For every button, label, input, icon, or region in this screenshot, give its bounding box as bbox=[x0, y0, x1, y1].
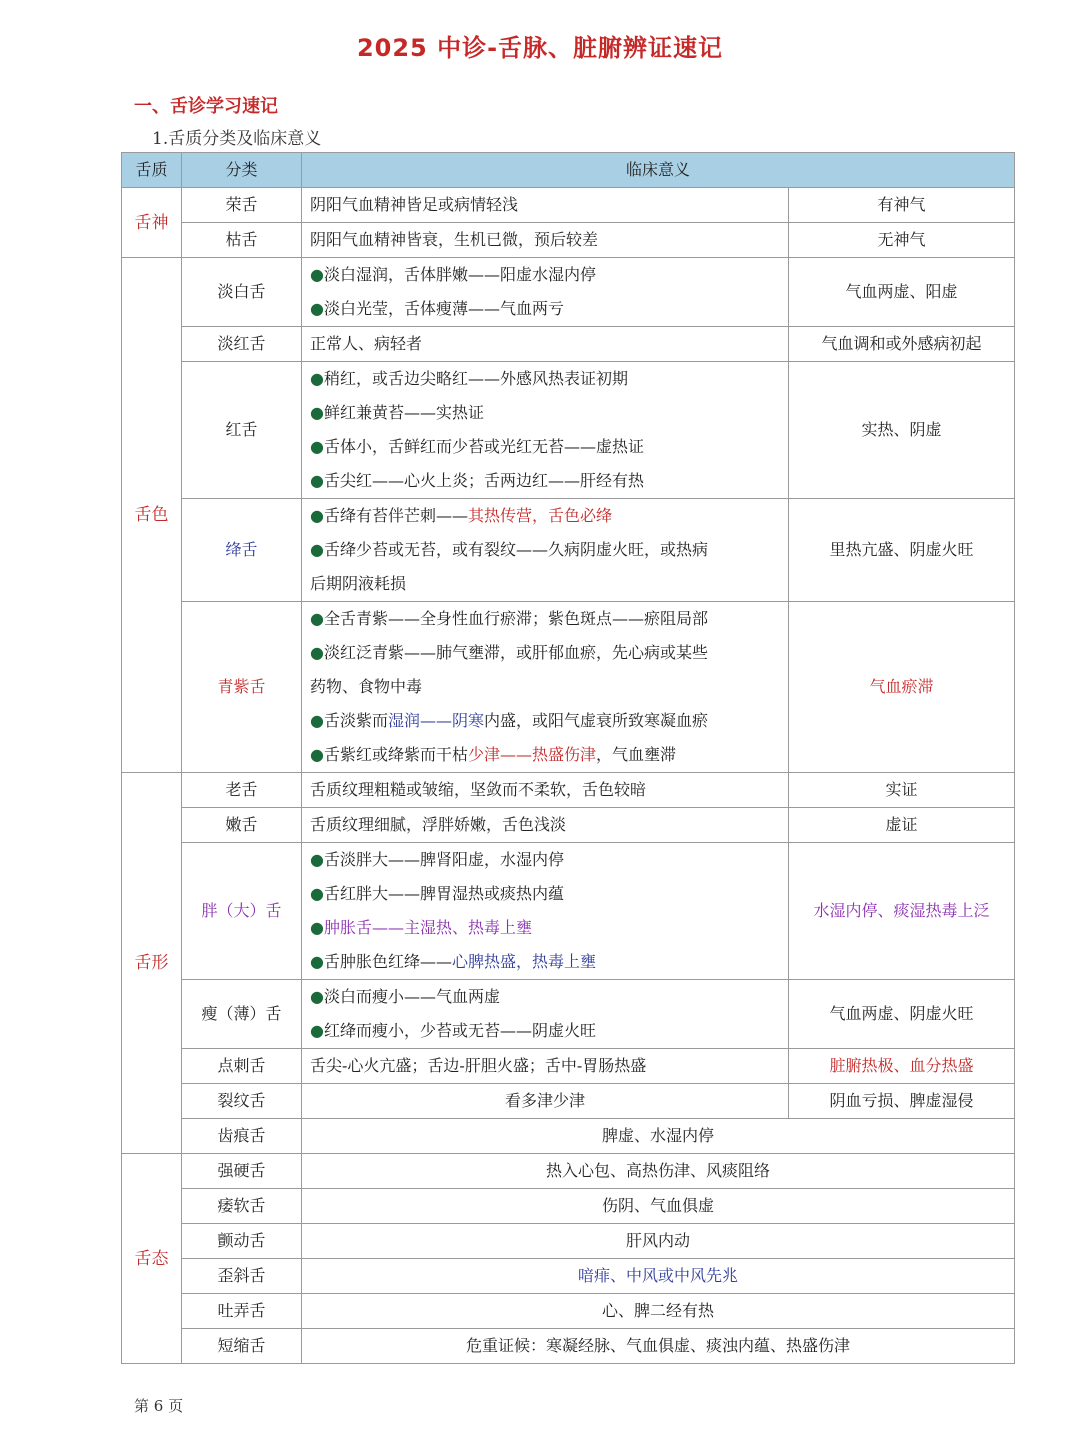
sig-cell: 实热、阴虚 bbox=[789, 362, 1015, 499]
table-row bbox=[122, 843, 1015, 980]
bullet-icon: ● bbox=[310, 471, 324, 490]
desc-line: ，气血壅滞 bbox=[596, 745, 677, 764]
bullet-icon: ● bbox=[310, 403, 324, 422]
desc-line: 内盛，或阳气虚衰所致寒凝血瘀 bbox=[484, 711, 709, 730]
desc-cell: 舌质纹理粗糙或皱缩，坚敛而不柔软，舌色较暗 bbox=[302, 773, 789, 808]
type-cell: 红舌 bbox=[182, 362, 302, 499]
type-cell: 青紫舌 bbox=[182, 602, 302, 773]
desc-cell: 伤阴、气血俱虚 bbox=[302, 1189, 1015, 1224]
desc-line: 全舌青紫——全身性血行瘀滞；紫色斑点——瘀阻局部 bbox=[323, 609, 708, 628]
type-cell: 颤动舌 bbox=[182, 1224, 302, 1259]
desc-cell: 喑痱、中风或中风先兆 bbox=[302, 1259, 1015, 1294]
desc-line: 肿胀舌——主湿热、热毒上壅 bbox=[323, 918, 532, 937]
desc-line: 淡白湿润，舌体胖嫩——阳虚水湿内停 bbox=[323, 265, 596, 284]
sig-cell: 气血两虚、阳虚 bbox=[789, 258, 1015, 327]
desc-cell bbox=[302, 258, 789, 327]
desc-highlight: 其热传营，舌色必绛 bbox=[467, 506, 612, 525]
table-row bbox=[122, 258, 1015, 327]
table-row bbox=[122, 602, 1015, 773]
type-cell: 歪斜舌 bbox=[182, 1259, 302, 1294]
desc-line: 淡红泛青紫——肺气壅滞，或肝郁血瘀，先心病或某些 bbox=[323, 643, 708, 662]
table-row bbox=[122, 1119, 1015, 1154]
category-xing: 舌形 bbox=[122, 773, 182, 1154]
sig-cell: 水湿内停、痰湿热毒上泛 bbox=[789, 843, 1015, 980]
bullet-icon: ● bbox=[310, 265, 324, 284]
type-cell: 枯舌 bbox=[182, 223, 302, 258]
type-cell: 荣舌 bbox=[182, 188, 302, 223]
desc-line: 舌绛有苔伴芒刺—— bbox=[323, 506, 468, 525]
desc-cell bbox=[302, 602, 789, 773]
type-cell: 瘦（薄）舌 bbox=[182, 980, 302, 1049]
desc-cell bbox=[302, 362, 789, 499]
table-row bbox=[122, 980, 1015, 1049]
category-se: 舌色 bbox=[122, 258, 182, 773]
desc-line: 舌肿胀色红绛—— bbox=[323, 952, 452, 971]
desc-cell bbox=[302, 980, 789, 1049]
bullet-icon: ● bbox=[310, 369, 324, 388]
header-meaning: 临床意义 bbox=[302, 153, 1015, 188]
desc-highlight: 心脾热盛，热毒上壅 bbox=[451, 952, 596, 971]
page-title: 2025 中诊-舌脉、脏腑辨证速记 bbox=[356, 34, 724, 62]
desc-cell: 阴阳气血精神皆衰，生机已微，预后较差 bbox=[302, 223, 789, 258]
desc-line: 舌红胖大——脾胃湿热或痰热内蕴 bbox=[323, 884, 564, 903]
sig-cell: 实证 bbox=[789, 773, 1015, 808]
table-row bbox=[122, 223, 1015, 258]
desc-cell: 舌质纹理细腻，浮胖娇嫩，舌色浅淡 bbox=[302, 808, 789, 843]
desc-highlight: 少津——热盛伤津 bbox=[467, 745, 596, 764]
bullet-icon: ● bbox=[310, 884, 324, 903]
table-header-row bbox=[122, 153, 1015, 188]
category-shen: 舌神 bbox=[122, 188, 182, 258]
tongue-quality-table bbox=[121, 152, 1015, 1364]
type-cell: 淡红舌 bbox=[182, 327, 302, 362]
bullet-icon: ● bbox=[310, 299, 324, 318]
type-cell: 老舌 bbox=[182, 773, 302, 808]
desc-cell: 正常人、病轻者 bbox=[302, 327, 789, 362]
table-row bbox=[122, 188, 1015, 223]
desc-line: 后期阴液耗损 bbox=[310, 574, 407, 593]
bullet-icon: ● bbox=[310, 437, 324, 456]
desc-line: 鲜红兼黄苔——实热证 bbox=[323, 403, 484, 422]
type-cell: 裂纹舌 bbox=[182, 1084, 302, 1119]
bullet-icon: ● bbox=[310, 540, 324, 559]
table-row bbox=[122, 773, 1015, 808]
table-row bbox=[122, 1189, 1015, 1224]
desc-cell: 脾虚、水湿内停 bbox=[302, 1119, 1015, 1154]
desc-line: 舌淡紫而 bbox=[323, 711, 388, 730]
category-tai: 舌态 bbox=[122, 1154, 182, 1364]
table-row bbox=[122, 362, 1015, 499]
bullet-icon: ● bbox=[310, 609, 324, 628]
table-row bbox=[122, 1294, 1015, 1329]
table-row bbox=[122, 1259, 1015, 1294]
sig-cell: 里热亢盛、阴虚火旺 bbox=[789, 499, 1015, 602]
sig-cell: 气血瘀滞 bbox=[789, 602, 1015, 773]
section-heading: 一、舌诊学习速记 bbox=[134, 96, 278, 117]
desc-line: 舌尖红——心火上炎；舌两边红——肝经有热 bbox=[323, 471, 644, 490]
desc-line: 药物、食物中毒 bbox=[310, 677, 423, 696]
desc-line: 舌紫红或绛紫而干枯 bbox=[323, 745, 468, 764]
type-cell: 点刺舌 bbox=[182, 1049, 302, 1084]
table-row bbox=[122, 808, 1015, 843]
type-cell: 短缩舌 bbox=[182, 1329, 302, 1364]
desc-line: 红绛而瘦小，少苔或无苔——阴虚火旺 bbox=[323, 1021, 596, 1040]
desc-cell: 看多津少津 bbox=[302, 1084, 789, 1119]
page-number: 第 6 页 bbox=[134, 1397, 184, 1415]
table-row bbox=[122, 1084, 1015, 1119]
bullet-icon: ● bbox=[310, 987, 324, 1006]
header-quality: 舌质 bbox=[122, 153, 182, 188]
bullet-icon: ● bbox=[310, 1021, 324, 1040]
table-row bbox=[122, 499, 1015, 602]
desc-cell bbox=[302, 499, 789, 602]
desc-cell: 心、脾二经有热 bbox=[302, 1294, 1015, 1329]
sig-cell: 脏腑热极、血分热盛 bbox=[789, 1049, 1015, 1084]
sig-cell: 虚证 bbox=[789, 808, 1015, 843]
type-cell: 胖（大）舌 bbox=[182, 843, 302, 980]
bullet-icon: ● bbox=[310, 850, 324, 869]
table-row bbox=[122, 1329, 1015, 1364]
table-row bbox=[122, 1224, 1015, 1259]
sig-cell: 有神气 bbox=[789, 188, 1015, 223]
sig-cell: 阴血亏损、脾虚湿侵 bbox=[789, 1084, 1015, 1119]
desc-highlight: 湿润——阴寒 bbox=[387, 711, 484, 730]
bullet-icon: ● bbox=[310, 952, 324, 971]
type-cell: 吐弄舌 bbox=[182, 1294, 302, 1329]
sig-cell: 气血两虚、阴虚火旺 bbox=[789, 980, 1015, 1049]
desc-line: 稍红，或舌边尖略红——外感风热表证初期 bbox=[323, 369, 628, 388]
bullet-icon: ● bbox=[310, 643, 324, 662]
desc-line: 淡白光莹，舌体瘦薄——气血两亏 bbox=[323, 299, 564, 318]
desc-cell: 肝风内动 bbox=[302, 1224, 1015, 1259]
desc-line: 舌淡胖大——脾肾阳虚，水湿内停 bbox=[323, 850, 564, 869]
header-type: 分类 bbox=[182, 153, 302, 188]
type-cell: 嫩舌 bbox=[182, 808, 302, 843]
type-cell: 齿痕舌 bbox=[182, 1119, 302, 1154]
bullet-icon: ● bbox=[310, 711, 324, 730]
desc-cell bbox=[302, 843, 789, 980]
desc-line: 淡白而瘦小——气血两虚 bbox=[323, 987, 500, 1006]
table-row bbox=[122, 1049, 1015, 1084]
table-row bbox=[122, 327, 1015, 362]
table-row bbox=[122, 1154, 1015, 1189]
sig-cell: 气血调和或外感病初起 bbox=[789, 327, 1015, 362]
desc-line: 舌绛少苔或无苔，或有裂纹——久病阴虚火旺，或热病 bbox=[323, 540, 708, 559]
type-cell: 强硬舌 bbox=[182, 1154, 302, 1189]
desc-cell: 热入心包、高热伤津、风痰阻络 bbox=[302, 1154, 1015, 1189]
desc-cell: 阴阳气血精神皆足或病情轻浅 bbox=[302, 188, 789, 223]
type-cell: 痿软舌 bbox=[182, 1189, 302, 1224]
bullet-icon: ● bbox=[310, 918, 324, 937]
desc-line: 舌体小，舌鲜红而少苔或光红无苔——虚热证 bbox=[323, 437, 644, 456]
bullet-icon: ● bbox=[310, 506, 324, 525]
type-cell: 淡白舌 bbox=[182, 258, 302, 327]
desc-cell: 舌尖-心火亢盛；舌边-肝胆火盛；舌中-胃肠热盛 bbox=[302, 1049, 789, 1084]
desc-cell: 危重证候：寒凝经脉、气血俱虚、痰浊内蕴、热盛伤津 bbox=[302, 1329, 1015, 1364]
subsection-heading: 1.舌质分类及临床意义 bbox=[152, 129, 322, 149]
sig-cell: 无神气 bbox=[789, 223, 1015, 258]
type-cell: 绛舌 bbox=[182, 499, 302, 602]
bullet-icon: ● bbox=[310, 745, 324, 764]
